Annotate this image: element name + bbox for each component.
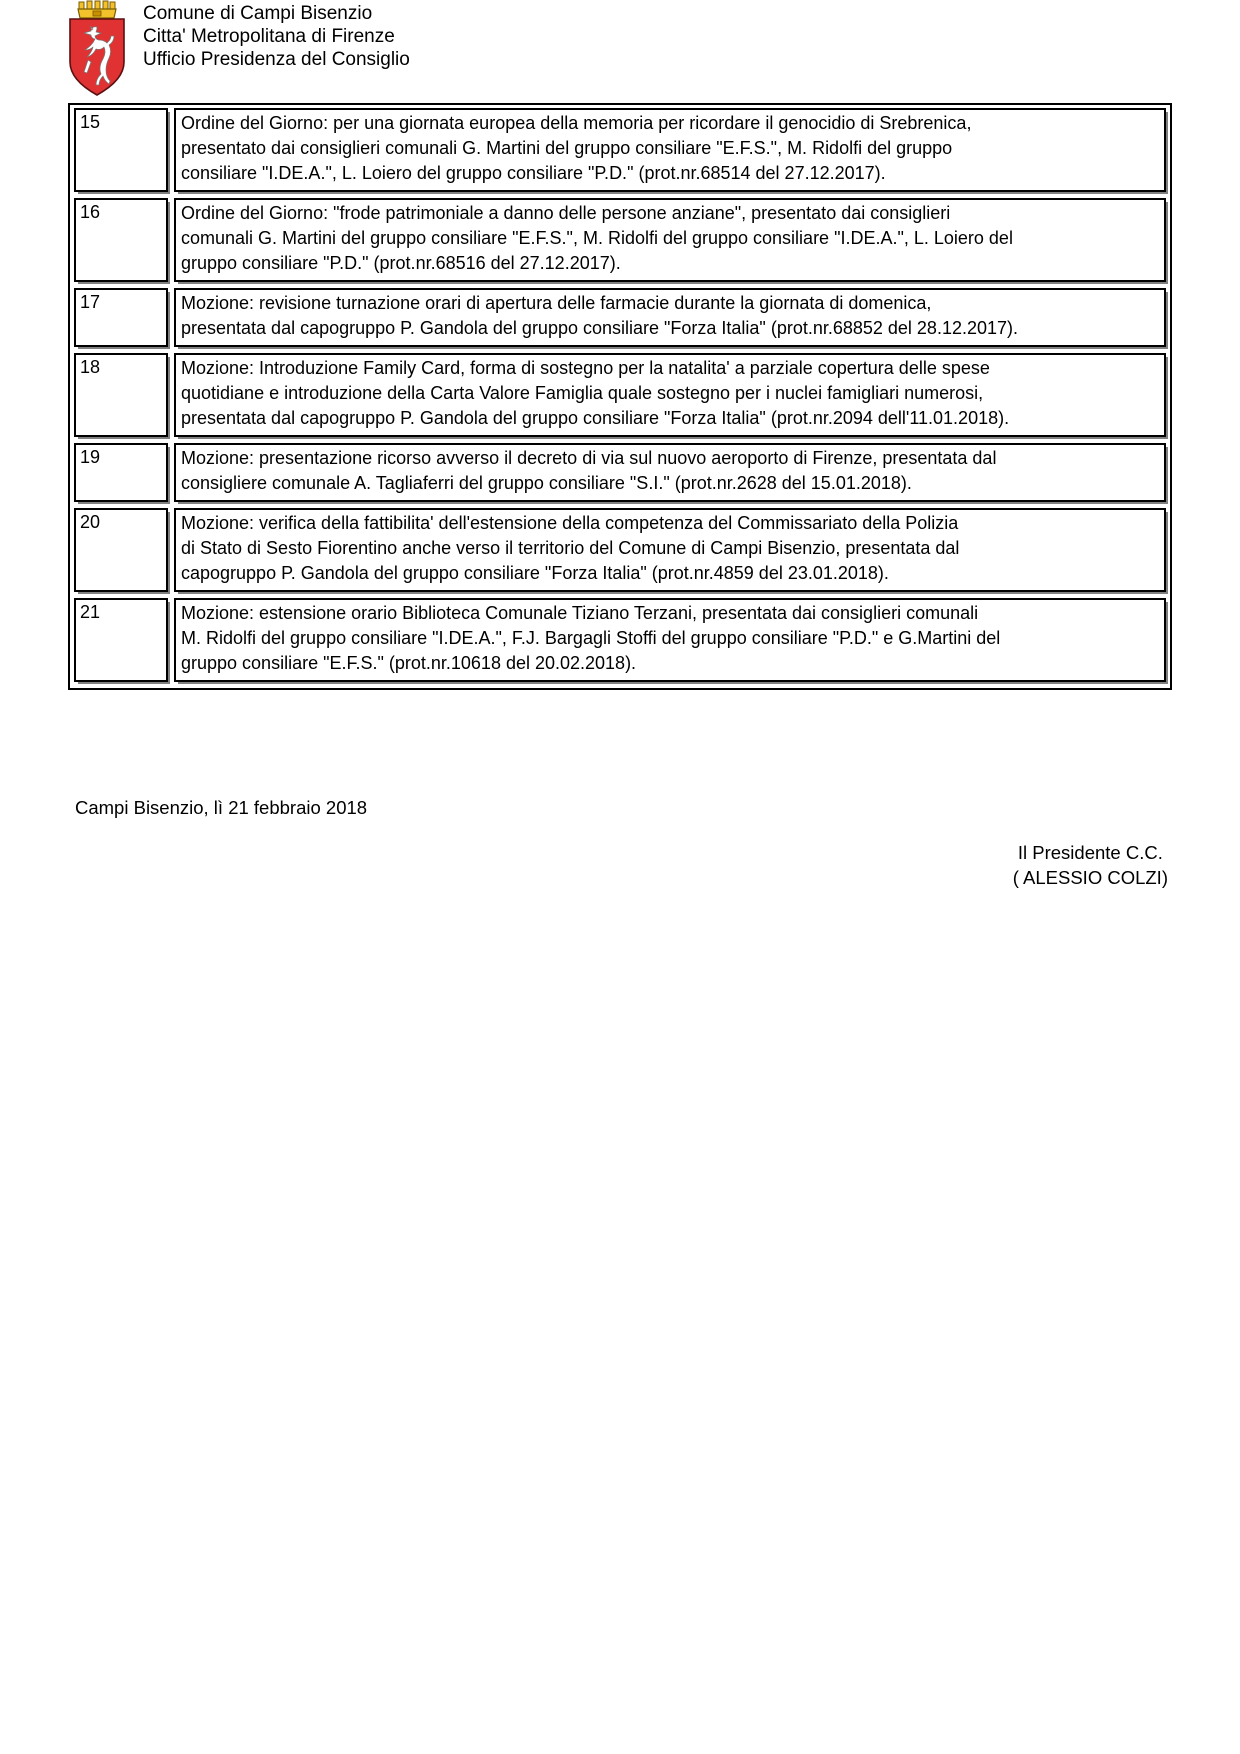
row-text-line: Mozione: presentazione ricorso avverso il decreto di via sul nuovo aeroporto di Firenze, presentata dal xyxy=(181,448,997,468)
signature-title: Il Presidente C.C. xyxy=(1017,842,1163,863)
row-text-line: consigliere comunale A. Tagliaferri del gruppo consiliare "S.I." (prot.nr.2628 del 15.01.2018). xyxy=(181,473,912,493)
row-text-line: presentata dal capogruppo P. Gandola del gruppo consiliare "Forza Italia" (prot.nr.2094 dell'11.01.2018). xyxy=(181,408,1010,428)
row-text-cell xyxy=(174,598,1166,682)
row-text-line: capogruppo P. Gandola del gruppo consiliare "Forza Italia" (prot.nr.4859 del 23.01.2018). xyxy=(181,563,889,583)
table-row xyxy=(74,198,1166,282)
row-text-cell xyxy=(174,443,1166,502)
row-text-line: M. Ridolfi del gruppo consiliare "I.DE.A.", F.J. Bargagli Stoffi del gruppo consiliare "P.D." e G.Martini del xyxy=(181,628,1001,648)
row-number-cell: 17 xyxy=(74,288,168,347)
row-text-line: gruppo consiliare "E.F.S." (prot.nr.10618 del 20.02.2018). xyxy=(181,653,637,673)
table-row xyxy=(74,443,1166,502)
row-text-line: Mozione: Introduzione Family Card, forma di sostegno per la natalita' a parziale copertura delle spese xyxy=(181,358,990,378)
row-text-line: Mozione: revisione turnazione orari di apertura delle farmacie durante la giornata di domenica, xyxy=(181,293,932,313)
table-row xyxy=(74,508,1166,592)
row-text-line: di Stato di Sesto Fiorentino anche verso il territorio del Comune di Campi Bisenzio, presentata dal xyxy=(181,538,960,558)
signature-name: ( ALESSIO COLZI) xyxy=(1012,867,1168,888)
row-number-cell: 21 xyxy=(74,598,168,682)
municipal-coat-of-arms-icon xyxy=(66,0,128,98)
letterhead-line-1: Comune di Campi Bisenzio xyxy=(143,3,373,24)
row-text-line: Mozione: verifica della fattibilita' dell'estensione della competenza del Commissariato della Polizia xyxy=(181,513,959,533)
row-number-cell: 18 xyxy=(74,353,168,437)
row-text-cell xyxy=(174,198,1166,282)
letterhead xyxy=(143,2,410,71)
row-text-line: Mozione: estensione orario Biblioteca Comunale Tiziano Terzani, presentata dai consiglieri comunali xyxy=(181,603,979,623)
row-text-line: consiliare "I.DE.A.", L. Loiero del gruppo consiliare "P.D." (prot.nr.68514 del 27.12.2017). xyxy=(181,163,886,183)
row-text-cell xyxy=(174,353,1166,437)
table-row xyxy=(74,353,1166,437)
letterhead-line-2: Citta' Metropolitana di Firenze xyxy=(143,26,395,47)
row-text-line: comunali G. Martini del gruppo consiliare "E.F.S.", M. Ridolfi del gruppo consiliare "I.DE.A.", L. Loiero del xyxy=(181,228,1013,248)
table-row xyxy=(74,598,1166,682)
row-text-line: presentata dal capogruppo P. Gandola del gruppo consiliare "Forza Italia" (prot.nr.68852 del 28.12.2017). xyxy=(181,318,1019,338)
row-text-line: gruppo consiliare "P.D." (prot.nr.68516 del 27.12.2017). xyxy=(181,253,621,273)
row-number-cell: 19 xyxy=(74,443,168,502)
row-number-cell: 16 xyxy=(74,198,168,282)
table-row xyxy=(74,288,1166,347)
row-text-line: Ordine del Giorno: per una giornata europea della memoria per ricordare il genocidio di Srebrenica, xyxy=(181,113,972,133)
row-number-cell: 20 xyxy=(74,508,168,592)
agenda-items-table xyxy=(68,103,1172,690)
crown-icon xyxy=(78,1,116,18)
signature-block xyxy=(1013,840,1168,890)
row-text-line: quotidiane e introduzione della Carta Valore Famiglia quale sostegno per i nuclei famigliari numerosi, xyxy=(181,383,984,403)
row-number-cell: 15 xyxy=(74,108,168,192)
row-text-cell xyxy=(174,108,1166,192)
row-text-cell xyxy=(174,288,1166,347)
place-and-date: Campi Bisenzio, lì 21 febbraio 2018 xyxy=(75,797,368,818)
row-text-line: presentato dai consiglieri comunali G. Martini del gruppo consiliare "E.F.S.", M. Ridolfi del gruppo xyxy=(181,138,953,158)
letterhead-line-3: Ufficio Presidenza del Consiglio xyxy=(143,49,410,70)
table-row xyxy=(74,108,1166,192)
row-text-line: Ordine del Giorno: "frode patrimoniale a danno delle persone anziane", presentato dai consiglieri xyxy=(181,203,951,223)
row-text-cell xyxy=(174,508,1166,592)
